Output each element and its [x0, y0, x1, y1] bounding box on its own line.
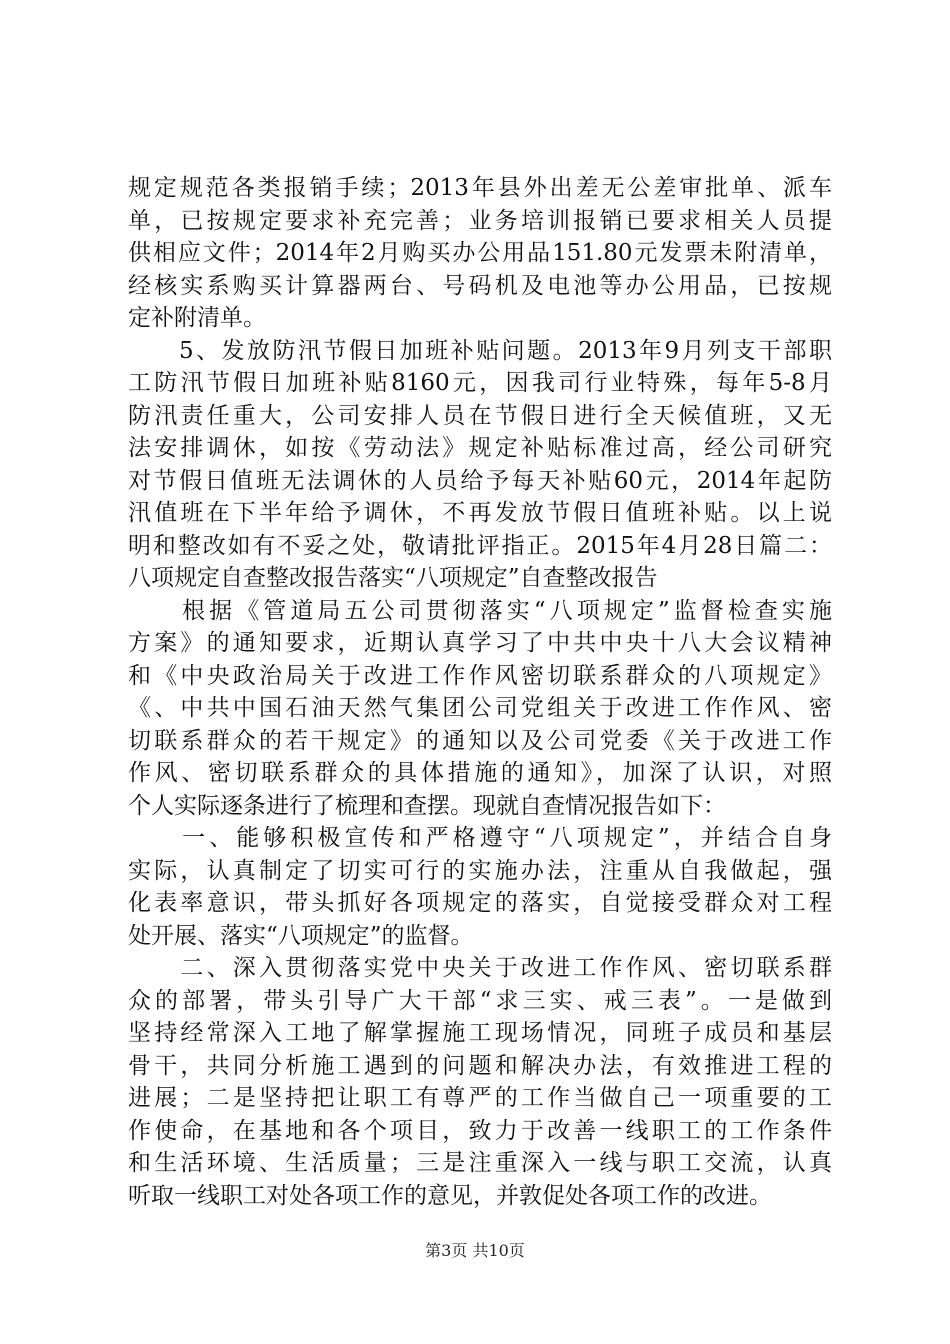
text-line: 5、发放防汛节假日加班补贴问题。2013年9月列支干部职: [128, 337, 832, 364]
text-line: 个人实际逐条进行了梳理和查摆。现就自查情况报告如下：: [128, 792, 726, 819]
text-line: 法安排调休，如按《劳动法》规定补贴标准过高，经公司研究: [128, 435, 832, 461]
text-line: 作使命，在基地和各个项目，致力于改善一线职工的工作条件: [128, 1117, 832, 1144]
text-line: 进展；二是坚持把让职工有尊严的工作当做自己一项重要的工: [128, 1085, 832, 1111]
text-line: 八项规定自查整改报告落实“八项规定”自查整改报告: [128, 565, 658, 591]
text-line: 根据《管道局五公司贯彻落实“八项规定”监督检查实施: [128, 597, 832, 624]
text-line: 作风、密切联系群众的具体措施的通知》，加深了认识，对照: [128, 760, 832, 786]
text-line: 和生活环境、生活质量；三是注重深入一线与职工交流，认真: [128, 1150, 832, 1176]
text-line: 一、能够积极宣传和严格遵守“八项规定”，并结合自身: [128, 825, 832, 851]
text-line: 单，已按规定要求补充完善；业务培训报销已要求相关人员提: [128, 207, 832, 234]
text-line: 切联系群众的若干规定》的通知以及公司党委《关于改进工作: [128, 727, 832, 754]
document-body: [128, 172, 832, 1212]
text-line: 众的部署，带头引导广大干部“求三实、戒三表”。一是做到: [128, 987, 832, 1014]
text-line: 和《中央政治局关于改进工作作风密切联系群众的八项规定》: [128, 662, 832, 689]
text-line: 供相应文件；2014年2月购买办公用品151.80元发票未附清单，: [128, 240, 832, 266]
text-line: 汛值班在下半年给予调休，不再发放节假日值班补贴。以上说: [128, 500, 832, 526]
text-line: 坚持经常深入工地了解掌握施工现场情况，同班子成员和基层: [128, 1020, 832, 1046]
text-line: 规定规范各类报销手续；2013年县外出差无公差审批单、派车: [128, 175, 832, 201]
text-line: 对节假日值班无法调休的人员给予每天补贴60元，2014年起防: [128, 467, 832, 494]
text-line: 《、中共中国石油天然气集团公司党组关于改进工作作风、密: [128, 695, 832, 721]
text-line: 明和整改如有不妥之处，敬请批评指正。2015年4月28日篇二：: [128, 532, 832, 559]
text-line: 定补附清单。: [128, 305, 266, 331]
text-line: 方案》的通知要求，近期认真学习了中共中央十八大会议精神: [128, 630, 832, 656]
text-line: 骨干，共同分析施工遇到的问题和解决办法，有效推进工程的: [128, 1052, 832, 1079]
text-line: 二、深入贯彻落实党中央关于改进工作作风、密切联系群: [128, 955, 832, 981]
text-line: 处开展、落实“八项规定”的监督。: [128, 922, 474, 949]
text-line: 化表率意识，带头抓好各项规定的落实，自觉接受群众对工程: [128, 890, 832, 916]
text-line: 防汛责任重大，公司安排人员在节假日进行全天候值班，又无: [128, 402, 832, 429]
text-line: 实际，认真制定了切实可行的实施办法，注重从自我做起，强: [128, 857, 832, 884]
text-line: 工防汛节假日加班补贴8160元，因我司行业特殊，每年5-8月: [128, 370, 832, 396]
text-line: 经核实系购买计算器两台、号码机及电池等办公用品，已按规: [128, 272, 832, 299]
page-number-footer: 第3页 共10页: [425, 1241, 525, 1260]
text-line: 听取一线职工对处各项工作的意见，并敦促处各项工作的改进。: [128, 1182, 772, 1209]
